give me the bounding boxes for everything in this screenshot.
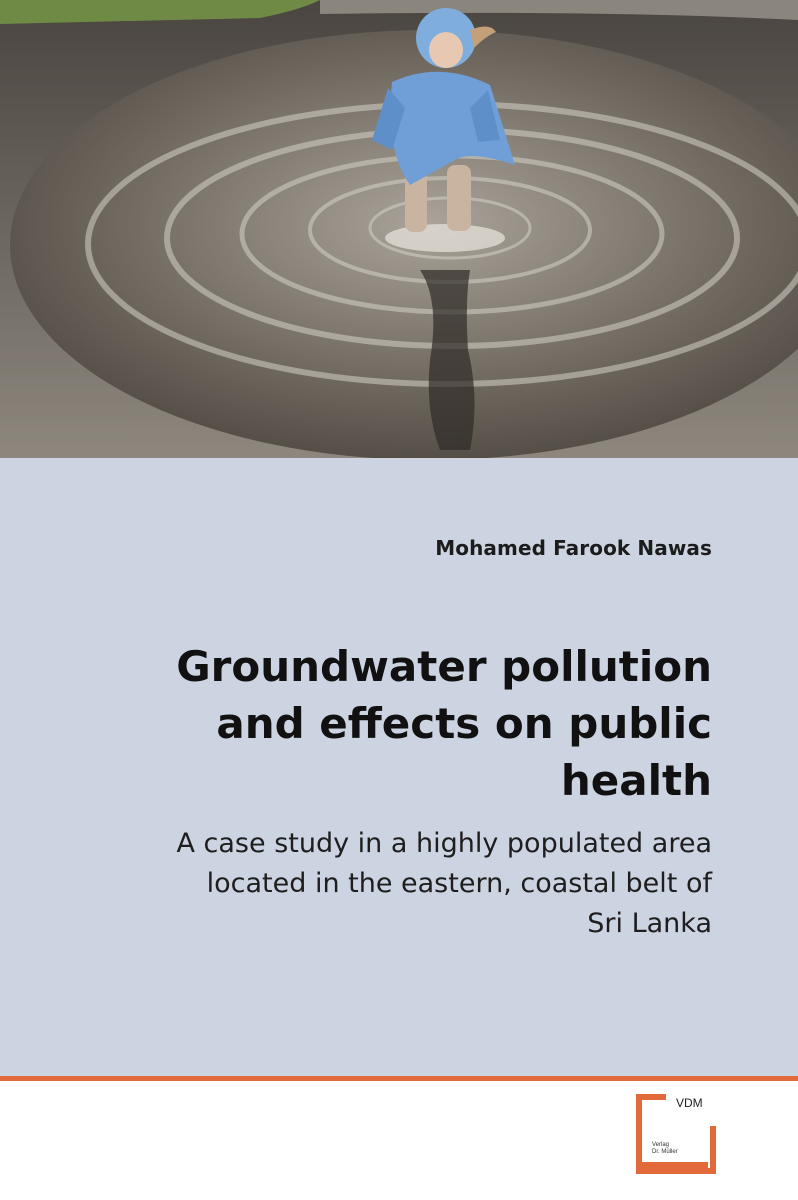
logo-abbrev: VDM bbox=[676, 1096, 703, 1110]
title-line: Groundwater pollution bbox=[176, 642, 712, 691]
logo-frame-right bbox=[710, 1126, 716, 1174]
logo-line: Dr. Müller bbox=[652, 1149, 678, 1155]
publisher-logo bbox=[636, 1094, 716, 1174]
book-title bbox=[52, 638, 712, 809]
logo-frame-top bbox=[636, 1094, 666, 1100]
cover-photo bbox=[0, 0, 798, 458]
logo-frame-bottom bbox=[636, 1168, 716, 1174]
title-line: and effects on public bbox=[216, 699, 712, 748]
puddle-photo-illustration bbox=[0, 0, 798, 458]
subtitle-line: A case study in a highly populated area bbox=[176, 828, 712, 859]
title-line: health bbox=[560, 756, 712, 805]
logo-line: Verlag bbox=[652, 1142, 670, 1148]
book-subtitle bbox=[52, 824, 712, 944]
logo-publisher-name bbox=[652, 1142, 692, 1156]
author-name: Mohamed Farook Nawas bbox=[435, 536, 712, 560]
subtitle-line: located in the eastern, coastal belt of bbox=[206, 868, 712, 899]
subtitle-line: Sri Lanka bbox=[587, 908, 712, 939]
